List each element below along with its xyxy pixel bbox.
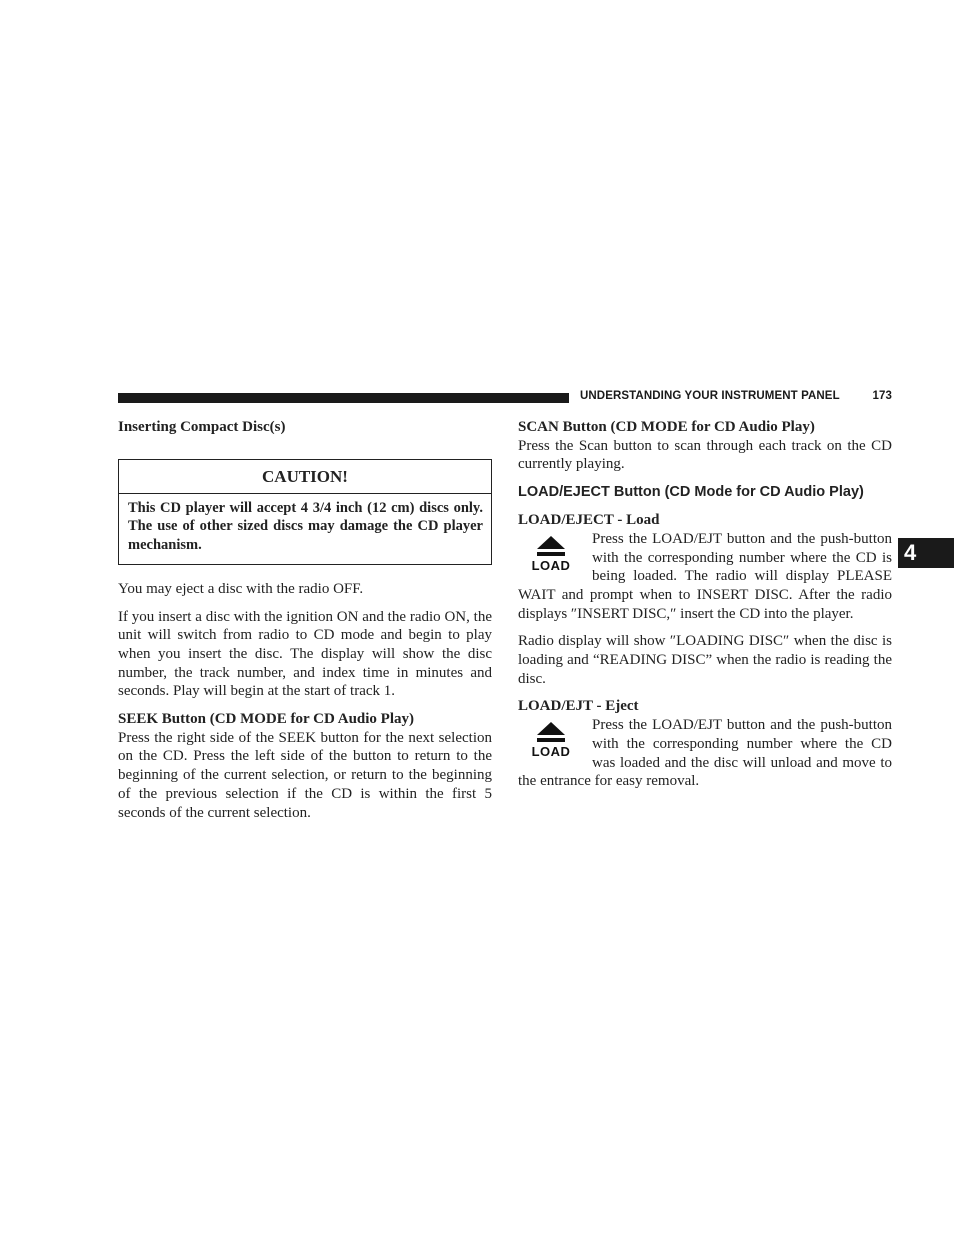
caution-text: This CD player will accept 4 3/4 inch (12 cm) discs only. The use of other sized discs may damage the CD player mechanism.	[128, 499, 483, 554]
heading-inserting-compact-discs: Inserting Compact Disc(s)	[118, 419, 286, 435]
eject-triangle-icon	[537, 536, 565, 549]
paragraph-eject-radio-off: You may eject a disc with the radio OFF.	[118, 580, 364, 597]
heading-load-eject-button: LOAD/EJECT Button (CD Mode for CD Audio Play)	[518, 484, 864, 501]
load-section	[518, 530, 892, 624]
paragraph-radio-display: Radio display will show ″LOADING DISC″ when the disc is loading and “READING DISC” when the radio is reading the disc.	[518, 633, 892, 687]
right-column	[518, 418, 892, 791]
chapter-tab: 4	[898, 538, 954, 568]
caution-title: CAUTION!	[119, 460, 491, 494]
paragraph-insert-disc: If you insert a disc with the ignition ON and the radio ON, the unit will switch from radio to CD mode and begin to play when you insert the disc. The display will show the disc number, the track number, and index time in minutes and seconds. Play will begin at the start of track 1.	[118, 608, 492, 700]
paragraph-scan-button: Press the Scan button to scan through each track on the CD currently playing.	[518, 437, 892, 473]
page-header	[580, 390, 892, 402]
section-title: UNDERSTANDING YOUR INSTRUMENT PANEL	[580, 390, 840, 402]
left-column	[118, 418, 492, 822]
paragraph-load: Press the LOAD/EJT button and the push-button with the corresponding number where the CD is being loaded. The radio will display PLEASE WAIT and prompt when to INSERT DISC. After the radio displays ″INSERT DISC,″ insert the CD into the player.	[518, 530, 892, 622]
heading-scan-button: SCAN Button (CD MODE for CD Audio Play)	[518, 419, 815, 435]
caution-box	[118, 459, 492, 565]
load-icon-label: LOAD	[531, 744, 571, 760]
load-eject-icon	[526, 722, 576, 768]
eject-bar-icon	[537, 552, 565, 556]
heading-eject: LOAD/EJT - Eject	[518, 698, 639, 715]
heading-seek-button: SEEK Button (CD MODE for CD Audio Play)	[118, 711, 415, 728]
load-icon-label: LOAD	[531, 557, 571, 573]
paragraph-eject: Press the LOAD/EJT button and the push-button with the corresponding number where the CD was loaded and the disc will unload and move to the entrance for easy removal.	[518, 717, 892, 790]
eject-section	[518, 716, 892, 791]
paragraph-seek-button: Press the right side of the SEEK button for the next selection on the CD. Press the left side of the button to return to the beginning of the current selection, or return to the beginning of the previous selection if the CD is within the first 5 seconds of the current selection.	[118, 729, 492, 821]
page-number: 173	[872, 390, 892, 402]
header-rule	[118, 393, 569, 403]
load-eject-icon	[526, 536, 576, 582]
eject-bar-icon	[537, 738, 565, 742]
eject-triangle-icon	[537, 722, 565, 735]
heading-load: LOAD/EJECT - Load	[518, 512, 660, 529]
